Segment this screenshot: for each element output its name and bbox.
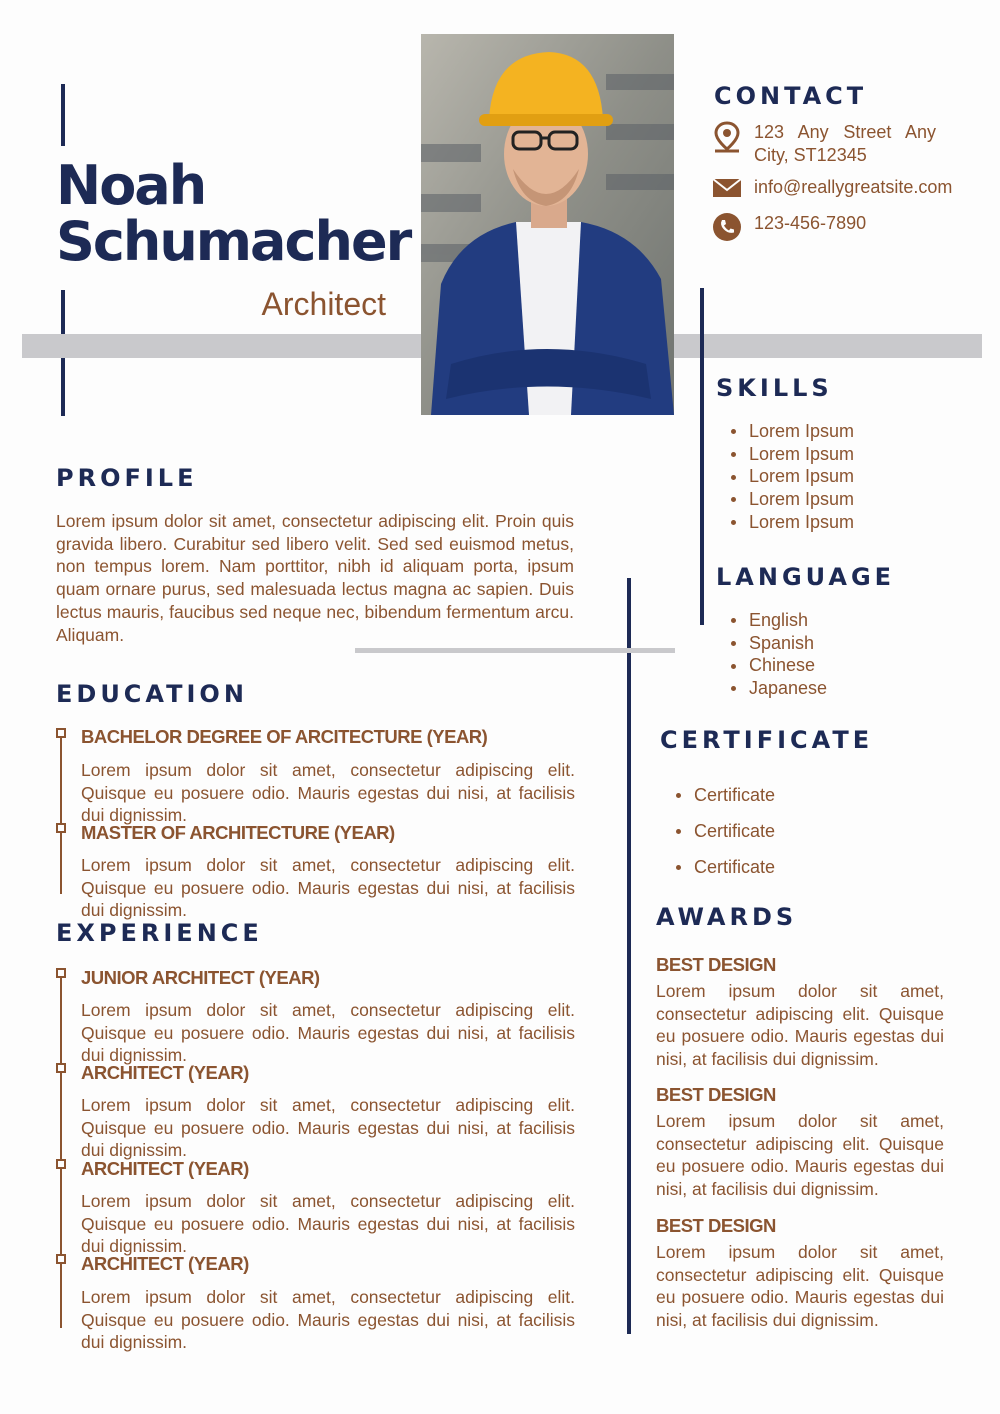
certificate-list — [674, 777, 775, 885]
name-last: Schumacher — [56, 210, 411, 273]
skill-item: Lorem Ipsum — [729, 465, 854, 488]
timeline-node — [56, 1254, 66, 1264]
contact-email[interactable] — [712, 176, 952, 206]
position-name: ARCHITECT — [81, 1253, 184, 1274]
position-year: (YEAR) — [188, 1158, 249, 1179]
education-entry-title — [81, 822, 395, 844]
experience-entry-title — [81, 967, 320, 989]
contact-phone[interactable] — [712, 212, 866, 242]
education-description: Lorem ipsum dolor sit amet, consectetur adipiscing elit. Quisque eu posuere odio. Mauris egestas dui nisi, at facilisis dui dignissim. — [81, 855, 575, 921]
phone-icon — [712, 212, 742, 242]
experience-description: Lorem ipsum dolor sit amet, consectetur adipiscing elit. Quisque eu posuere odio. Mauris egestas dui nisi, at facilisis dui dignissim. — [81, 1191, 575, 1257]
profile-text: Lorem ipsum dolor sit amet, consectetur adipiscing elit. Proin quis gravida libero. Curabitur sed libero velit. Sed sed euismod metus, non tempus lorem. Nam porttitor, nibh id aliquam porta, ipsum quam ornare purus, sed malesuada lectus magna ac sapien. Duis lectus mauris, faucibus sed neque nec, bibendum fermentum arcu. Aliquam. — [56, 511, 574, 645]
certificate-item: Certificate — [674, 849, 775, 885]
education-timeline — [60, 732, 62, 894]
left-accent-bar-top — [61, 84, 65, 146]
profile-underline — [355, 648, 675, 653]
position-name: ARCHITECT — [81, 1062, 184, 1083]
language-list — [729, 609, 827, 700]
position-year: (YEAR) — [188, 1062, 249, 1083]
degree-name: MASTER OF ARCHITECTURE — [81, 822, 330, 843]
position-name: ARCHITECT — [81, 1158, 184, 1179]
certificate-item: Certificate — [674, 777, 775, 813]
position-year: (YEAR) — [258, 967, 320, 988]
contact-address — [712, 121, 936, 167]
profile-photo — [421, 34, 674, 415]
language-item: Chinese — [729, 654, 827, 677]
skill-item: Lorem Ipsum — [729, 420, 854, 443]
right-column-divider-top — [700, 288, 704, 625]
award-title: BEST DESIGN — [656, 954, 776, 975]
address-text: 123 Any Street Any City, ST12345 — [754, 122, 936, 165]
skill-item: Lorem Ipsum — [729, 443, 854, 466]
award-title: BEST DESIGN — [656, 1215, 776, 1236]
experience-entry-title — [81, 1158, 249, 1180]
education-heading: EDUCATION — [56, 680, 248, 708]
experience-description: Lorem ipsum dolor sit amet, consectetur adipiscing elit. Quisque eu posuere odio. Mauris egestas dui nisi, at facilisis dui dignissim. — [81, 1287, 575, 1353]
language-heading: LANGUAGE — [716, 563, 896, 591]
contact-heading: CONTACT — [714, 82, 868, 110]
name-first: Noah — [56, 154, 206, 217]
timeline-node — [56, 968, 66, 978]
timeline-node — [56, 728, 66, 738]
award-title: BEST DESIGN — [656, 1084, 776, 1105]
awards-heading: AWARDS — [656, 903, 798, 931]
skill-item: Lorem Ipsum — [729, 488, 854, 511]
certificate-item: Certificate — [674, 813, 775, 849]
envelope-icon — [712, 176, 742, 206]
experience-entry-title — [81, 1062, 249, 1084]
position-year: (YEAR) — [188, 1253, 249, 1274]
education-entry-title — [81, 726, 487, 748]
experience-timeline — [60, 972, 62, 1328]
language-item: Spanish — [729, 632, 827, 655]
position-name: JUNIOR ARCHITECT — [81, 967, 255, 988]
degree-name: BACHELOR DEGREE OF ARCITECTURE — [81, 726, 422, 747]
experience-description: Lorem ipsum dolor sit amet, consectetur adipiscing elit. Quisque eu posuere odio. Mauris egestas dui nisi, at facilisis dui dignissim. — [81, 1095, 575, 1161]
language-item: English — [729, 609, 827, 632]
degree-year: (YEAR) — [333, 822, 395, 843]
email-text[interactable]: info@reallygreatsite.com — [754, 177, 953, 197]
experience-heading: EXPERIENCE — [56, 919, 263, 947]
skills-list — [729, 420, 854, 534]
award-description: Lorem ipsum dolor sit amet, consectetur adipiscing elit. Quisque eu posuere odio. Mauris egestas dui nisi, at facilisis dui dignissim. — [656, 1242, 944, 1331]
location-pin-icon — [712, 121, 742, 151]
experience-description: Lorem ipsum dolor sit amet, consectetur adipiscing elit. Quisque eu posuere odio. Mauris egestas dui nisi, at facilisis dui dignissim. — [81, 1000, 575, 1066]
education-description: Lorem ipsum dolor sit amet, consectetur adipiscing elit. Quisque eu posuere odio. Mauris egestas dui nisi, at facilisis dui dignissim. — [81, 760, 575, 826]
candidate-name — [56, 154, 416, 273]
job-title: Architect — [261, 286, 386, 322]
profile-heading: PROFILE — [56, 464, 198, 492]
skills-heading: SKILLS — [716, 374, 833, 402]
right-column-divider-bottom — [627, 578, 631, 1334]
phone-text[interactable]: 123-456-7890 — [754, 213, 867, 233]
language-item: Japanese — [729, 677, 827, 700]
timeline-node — [56, 1159, 66, 1169]
certificate-heading: CERTIFICATE — [660, 726, 874, 754]
experience-entry-title — [81, 1253, 249, 1275]
degree-year: (YEAR) — [426, 726, 488, 747]
award-description: Lorem ipsum dolor sit amet, consectetur adipiscing elit. Quisque eu posuere odio. Mauris egestas dui nisi, at facilisis dui dignissim. — [656, 1111, 944, 1200]
skill-item: Lorem Ipsum — [729, 511, 854, 534]
timeline-node — [56, 1063, 66, 1073]
timeline-node — [56, 823, 66, 833]
award-description: Lorem ipsum dolor sit amet, consectetur adipiscing elit. Quisque eu posuere odio. Mauris egestas dui nisi, at facilisis dui dignissim. — [656, 981, 944, 1070]
